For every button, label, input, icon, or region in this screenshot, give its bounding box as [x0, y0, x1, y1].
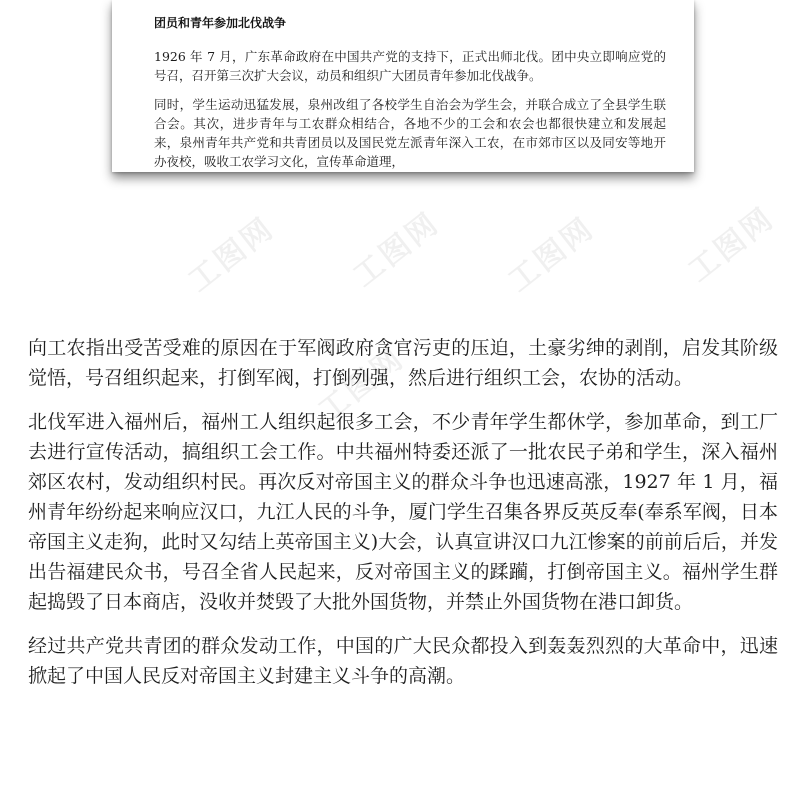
watermark: 工图网	[311, 340, 412, 430]
article-paragraph: 向工农指出受苦受难的原因在于军阀政府贪官污吏的压迫，土豪劣绅的剥削，启发其阶级觉悟，号召组织起来，打倒军阀，打倒列强，然后进行组织工会，农协的活动。	[28, 337, 778, 389]
article-body	[28, 333, 778, 705]
watermark: 工图网	[346, 205, 447, 295]
watermark: 工图网	[501, 210, 602, 300]
watermark: 工图网	[681, 200, 782, 290]
preview-content	[154, 14, 666, 172]
preview-paragraph: 1926 年 7 月，广东革命政府在中国共产党的支持下，正式出师北伐。团中央立即响应党的号召，召开第三次扩大会议，动员和组织广大团员青年参加北伐战争。	[154, 49, 666, 83]
watermark: 工图网	[181, 210, 282, 300]
section-title: 团员和青年参加北伐战争	[154, 16, 287, 30]
article-paragraph: 经过共产党共青团的群众发动工作，中国的广大民众都投入到轰轰烈烈的大革命中，迅速掀起了中国人民反对帝国主义封建主义斗争的高潮。	[28, 635, 778, 687]
preview-paragraph: 同时，学生运动迅猛发展，泉州改组了各校学生自治会为学生会，并联合成立了全县学生联合会。其次，进步青年与工农群众相结合，各地不少的工会和农会也都很快建立和发展起来，泉州青年共产党和共青团员以及国民党左派青年深入工农，在市郊市区以及同安等地开办夜校，吸收工农学习文化，宣传革命道理，	[154, 97, 666, 169]
document-page-preview	[112, 0, 694, 172]
article-paragraph: 北伐军进入福州后，福州工人组织起很多工会，不少青年学生都休学，参加革命，到工厂去进行宣传活动，搞组织工会工作。中共福州特委还派了一批农民子弟和学生，深入福州郊区农村，发动组织村民。再次反对帝国主义的群众斗争也迅速高涨，1927 年 1 月，福州青年纷纷起来响应汉口，九江人民的斗争，厦门学生召集各界反英反奉(奉系军阀，日本帝国主义走狗，此时又勾结上英帝国主义)大会，认真宣讲汉口九江惨案的前前后后，并发出告福建民众书，号召全省人民起来，反对帝国主义的蹂躏，打倒帝国主义。福州学生群起捣毁了日本商店，没收并焚毁了大批外国货物，并禁止外国货物在港口卸货。	[28, 411, 778, 613]
